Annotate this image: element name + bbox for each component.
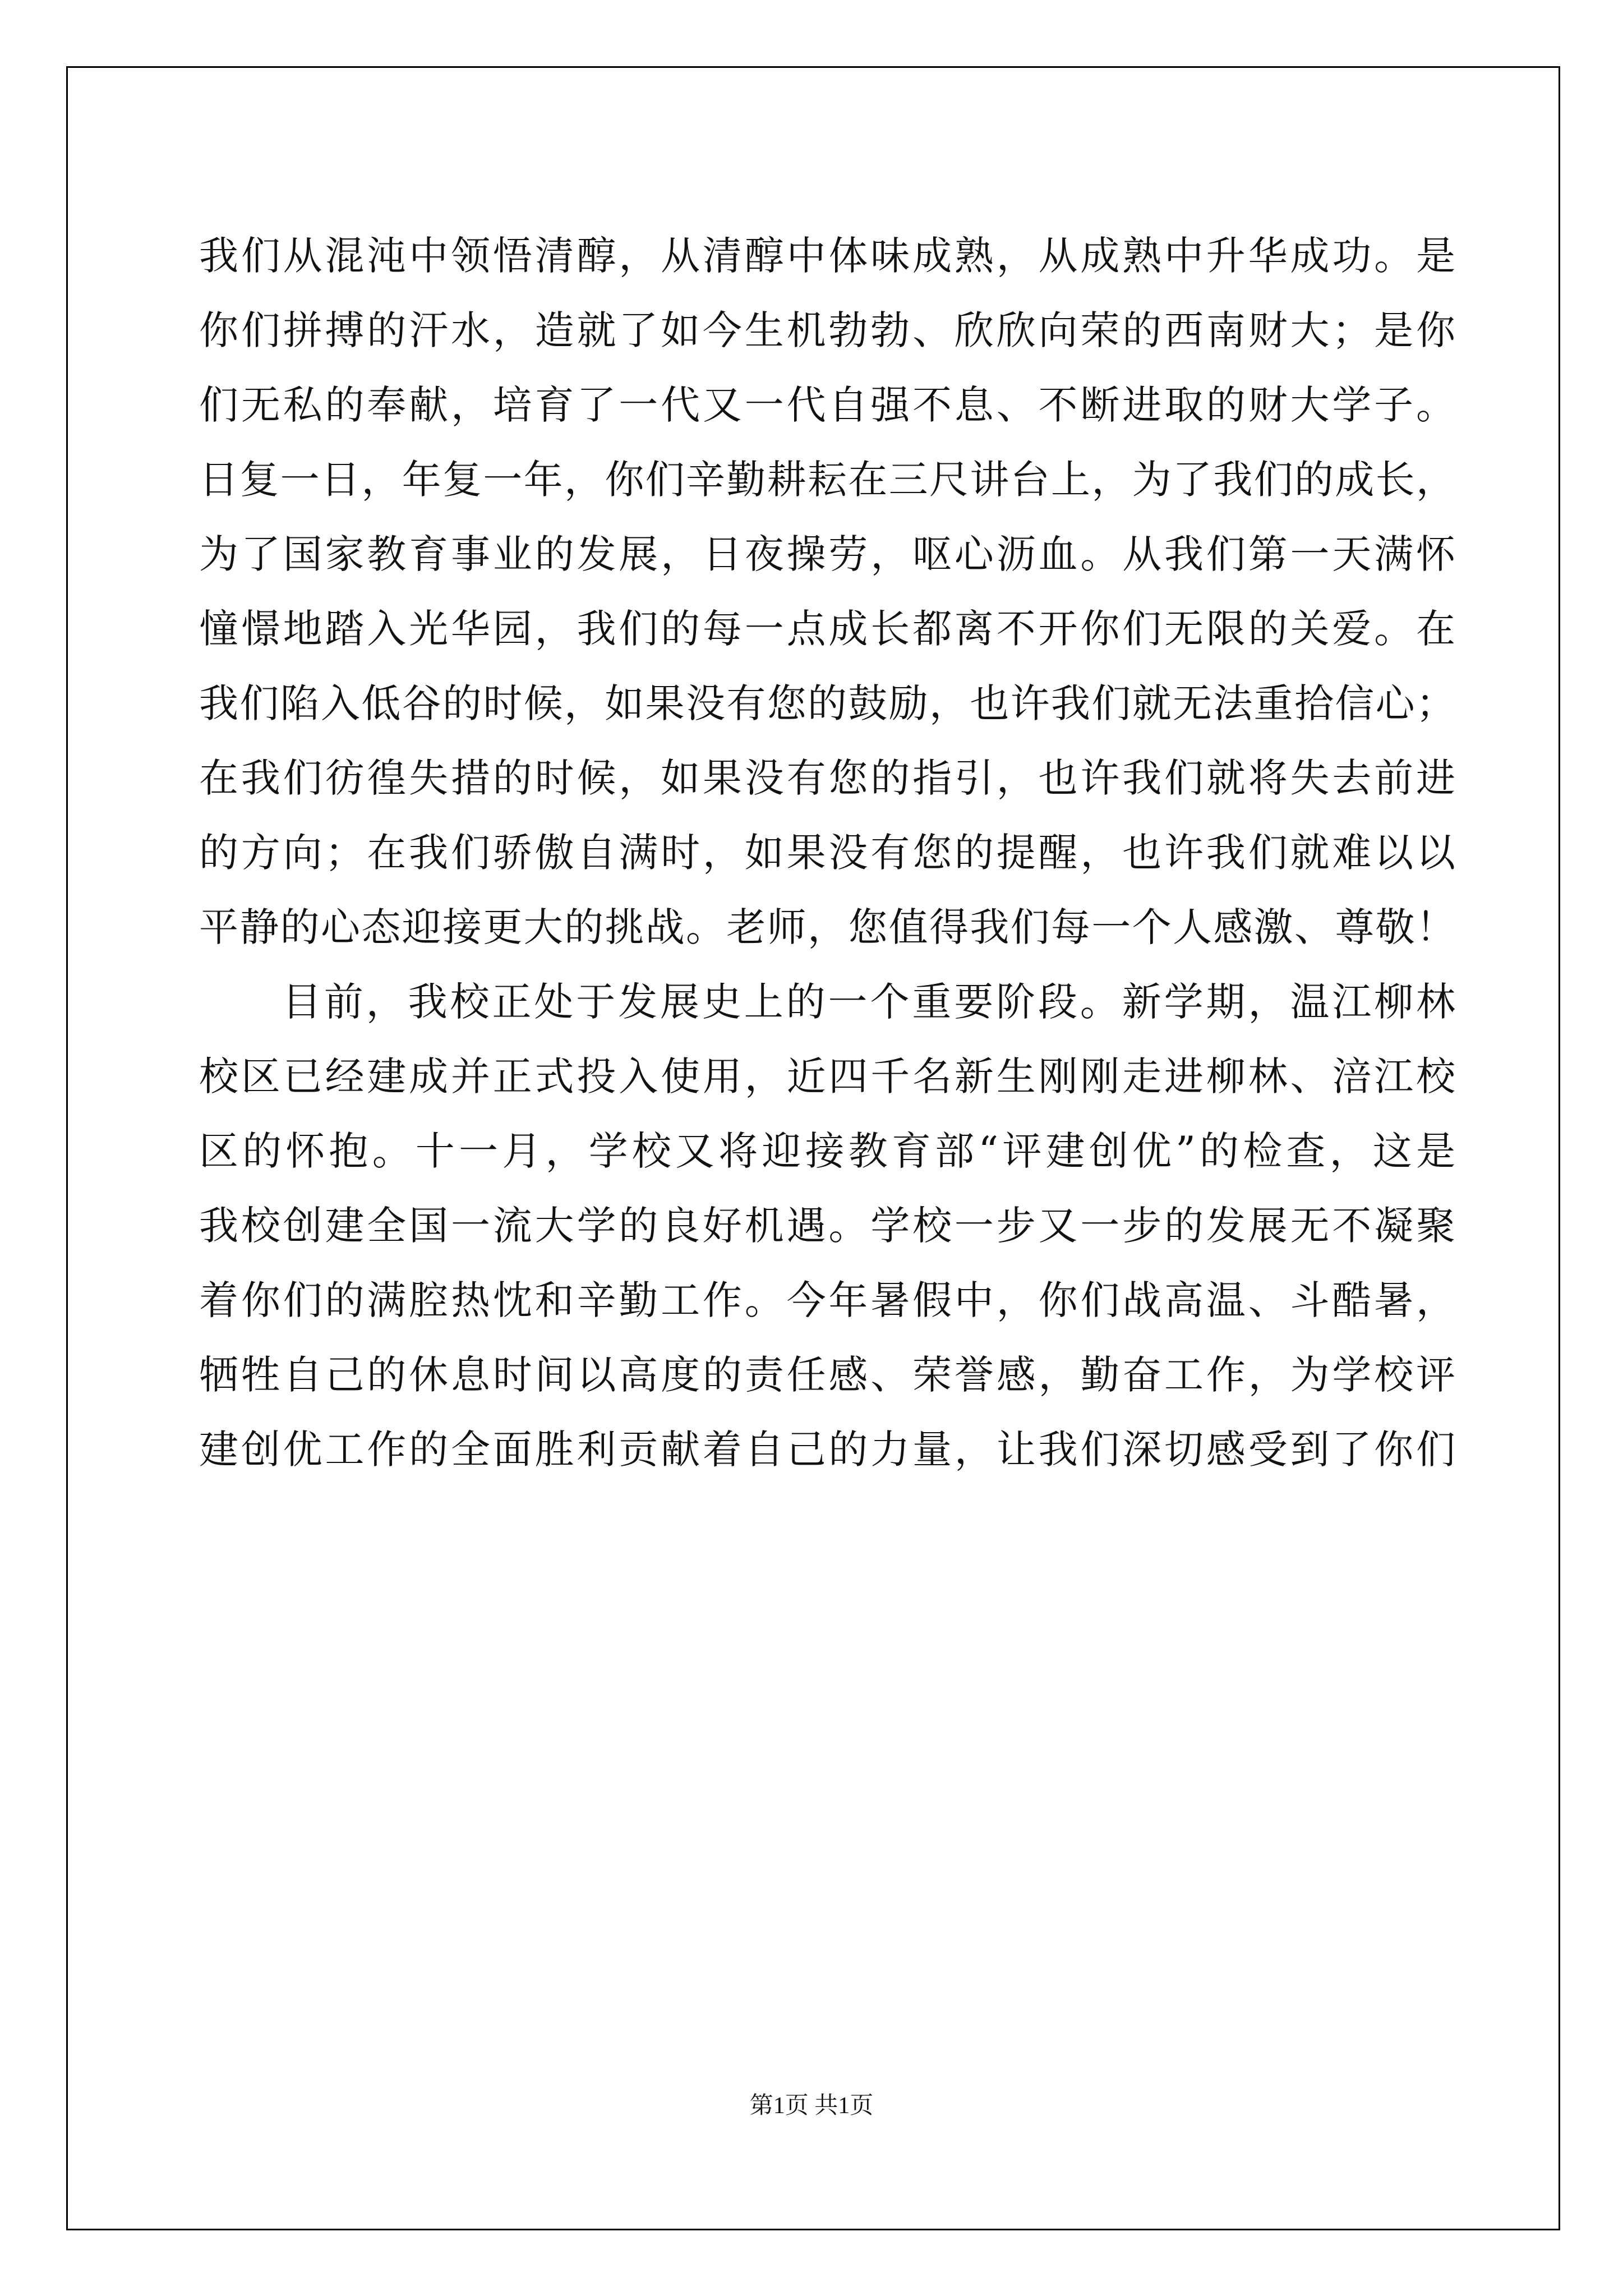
text-line: 着你们的满腔热忱和辛勤工作。今年暑假中，你们战高温、斗酷暑， bbox=[199, 1277, 1455, 1323]
text-line: 为了国家教育事业的发展，日夜操劳，呕心沥血。从我们第一天满怀 bbox=[199, 531, 1455, 577]
text-line: 我校创建全国一流大学的良好机遇。学校一步又一步的发展无不凝聚 bbox=[199, 1203, 1455, 1249]
text-line: 校区已经建成并正式投入使用，近四千名新生刚刚走进柳林、涪江校 bbox=[199, 1053, 1455, 1099]
text-line: 区的怀抱。十一月，学校又将迎接教育部“评建创优”的检查，这是 bbox=[199, 1128, 1455, 1174]
text-line: 平静的心态迎接更大的挑战。老师，您值得我们每一个人感激、尊敬！ bbox=[199, 904, 1455, 950]
text-line: 牺牲自己的休息时间以高度的责任感、荣誉感，勤奋工作，为学校评 bbox=[199, 1352, 1455, 1398]
paragraph-first-line: 目前，我校正处于发展史上的一个重要阶段。新学期，温江柳林 bbox=[282, 979, 1455, 1025]
document-body bbox=[199, 219, 1455, 1487]
text-line: 憧憬地踏入光华园，我们的每一点成长都离不开你们无限的关爱。在 bbox=[199, 606, 1455, 652]
text-line: 在我们彷徨失措的时候，如果没有您的指引，也许我们就将失去前进 bbox=[199, 755, 1455, 801]
text-line: 我们陷入低谷的时候，如果没有您的鼓励，也许我们就无法重拾信心； bbox=[199, 680, 1455, 726]
page-number-footer: 第1页 共1页 bbox=[749, 2093, 874, 2119]
text-line: 们无私的奉献，培育了一代又一代自强不息、不断进取的财大学子。 bbox=[199, 382, 1455, 428]
text-line: 我们从混沌中领悟清醇，从清醇中体味成熟，从成熟中升华成功。是 bbox=[199, 233, 1455, 279]
text-line: 日复一日，年复一年，你们辛勤耕耘在三尺讲台上，为了我们的成长， bbox=[199, 457, 1455, 503]
text-line: 你们拼搏的汗水，造就了如今生机勃勃、欣欣向荣的西南财大；是你 bbox=[199, 307, 1455, 353]
text-line: 建创优工作的全面胜利贡献着自己的力量，让我们深切感受到了你们 bbox=[199, 1427, 1455, 1473]
text-line: 的方向；在我们骄傲自满时，如果没有您的提醒，也许我们就难以以 bbox=[199, 830, 1455, 876]
